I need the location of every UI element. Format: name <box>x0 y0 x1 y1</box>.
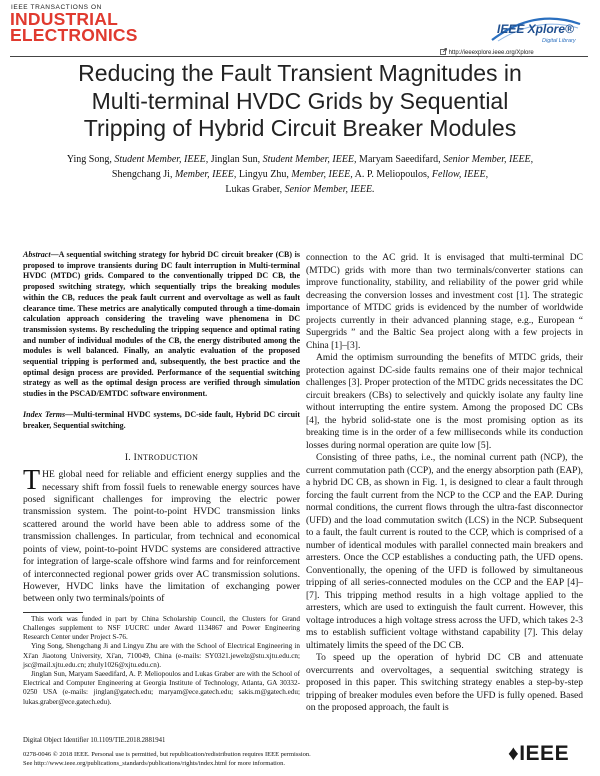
index-terms <box>23 410 300 431</box>
xplore-title: IEEE Xplore® <box>497 22 574 36</box>
author-role: Fellow, IEEE, <box>431 169 489 180</box>
journal-name-line2: ELECTRONICS <box>10 25 138 45</box>
left-column <box>23 250 300 707</box>
body-paragraph: To speed up the operation of hybrid DC CB and attenuate overcurrents and overvoltages, a sequential switching strategy is proposed in this paper. This switching strategy enables a step-by-step tripping of breaker modules even before the UFD is fully opened. Based on the proposed approach, the fault is <box>306 653 583 713</box>
paper-title <box>40 60 560 143</box>
body-paragraph: connection to the AC grid. It is envisaged that multi-terminal DC (MTDC) grids with more than two terminals/converter stations can improve functionality, stability, and reliability of the power grid while decreasing the conversion losses and investment cost [1]. The strategic importance of MTDC grids is evidenced by the number of worldwide projects currently in their advanced planning stage, e.g., European “ Supergrids ” and the Baltic Sea project along with a few projects in China [1]–[3]. <box>306 253 583 351</box>
author-role: Student Member, IEEE, <box>114 154 209 165</box>
title-line-2: Multi-terminal HVDC Grids by Sequential <box>91 87 509 114</box>
body-paragraph: Consisting of three paths, i.e., the nominal current path (NCP), the current commutation path (CCP), and the energy absorption path (EAP), a hybrid DC CB, as shown in Fig. 1, is designed to clear a fault through forcing the fault current from the NCP to the CCP and the EAP. During normal conditions, the current flows through the ultra-fast disconnector (UFD) and the load commutation switch (LCS) in the NCP. Subsequent to a fault, the fault current is routed to the CCP, which is comprised of a number of identical modules with parallel connected main breakers and arresters. Once the CCP establishes a conducting path, the UFD opens. Conventionally, the opening of the UFD is followed by simultaneous tripping of all series-connected modules on the CCP and the EAP [4]–[7]. This tripping method results in a high voltage applied to the arresters, which are used to extinguish the fault current. However, this voltage introduces a high voltage stress across the UFD, which takes 2-3 ms to establish sufficient voltage withstand capability [7]. This delay ultimately limits the speed of the DC CB. <box>306 453 583 651</box>
journal-name-line1: INDUSTRIAL <box>10 9 118 29</box>
author-role: Senior Member, IEEE. <box>284 184 375 195</box>
footnote-affiliation-1: Ying Song, Shengchang Ji and Lingyu Zhu are with the School of Electrical Engineering in Xi'an Jiaotong University, Xi'an, 710049, China (e-mails: SY0321.jewelz@stu.xjtu.edu.cn; jsc@mail.xjtu.edu.cn; zhuly1026@xjtu.edu.cn). <box>23 642 300 669</box>
author-role: Member, IEEE, <box>174 169 237 180</box>
abstract-text: —A sequential switching strategy for hybrid DC circuit breaker (CB) is proposed to improve transients during DC fault interruption in Multi-terminal HVDC (MTDC) grids. Compared to the conventionally tripped DC CB, the proposed switching strategy, which sequentially trips the breaking modules within the CB, reduces the peak fault current and overvoltage as well as fault clearance time. These metrics are analytically computed through a time-domain calculation approach considering the traveling wave phenomena in DC transmission systems. By rescheduling the tripping sequence and optimal rating and number of individual modules of the CB, the energy distributed among the modules is well balanced. Finally, an analytic evaluation of the proposed sequential tripping is performed and, subsequently, the best practice and the optimal design process are provided. Performance of the sequential switching strategy as well as the optimal design process are verified through simulation studies in the PSCAD/EMTDC software environment. <box>23 250 300 399</box>
drop-cap: T <box>23 465 41 497</box>
intro-paragraph <box>23 465 300 605</box>
section-numeral: I. <box>124 453 131 464</box>
doi: Digital Object Identifier 10.1109/TIE.2018.2881941 <box>23 737 166 744</box>
index-terms-text: —Multi-terminal HVDC systems, DC-side fault, Hybrid DC circuit breaker, Sequential switching. <box>23 409 300 430</box>
body-paragraph: Amid the optimism surrounding the benefits of MTDC grids, their protection against DC-side faults remains one of their major technical challenges [3]. Proper protection of the MTDC grids necessitates the DC circuit breakers (CBs) to selectively and quickly isolate any faulty line without interrupting the entire system. Among the proposed DC CBs [4], the hybrid solid-state one is the most promising option as its breaking time is in the order of a few milliseconds while its conduction losses during normal operation are quite low [5]. <box>306 353 583 451</box>
section-name-rest: NTRODUCTION <box>137 453 199 463</box>
author-role: Member, IEEE, <box>291 169 353 180</box>
intro-text: HE global need for reliable and efficient energy supplies and the necessary shift from fossil fuels to renewable energy sources have posed significant challenges for improving the electric power transmission system. The point-to-point HVDC transmission links scattered around the world have been able to address some of the transmission challenges. In particular, from technical and economical points of view, point-to-point HVDC systems are considered attractive for integration of large-scale offshore wind farms and for reinforcement of interconnected regional power grids over AC transmission solutions. However, HVDC links have the limitation of exchanging power between only two terminals/points of <box>23 470 300 605</box>
xplore-url-text: http://ieeexplore.ieee.org/Xplore <box>448 50 534 56</box>
footnote-affiliation-2: Jinglan Sun, Maryam Saeedifard, A. P. Meliopoulos and Lukas Graber are with the School of Electrical and Computer Engineering at Georgia Institute of Technology, Atlanta, GA 30332-0250 USA (e-mails: jinglan@gatech.edu; maryam@ece.gatech.edu; sakis.m@gatech.edu; lukas.graber@ece.gatech.edu). <box>23 669 300 706</box>
journal-prefix: IEEE TRANSACTIONS ON <box>11 4 102 11</box>
footnote-divider <box>23 612 83 613</box>
section-name-first: I <box>133 453 138 464</box>
author-name: Lukas Graber, <box>225 184 283 195</box>
footnote-funding: This work was funded in part by China Scholarship Council, the Clusters for Grand Challenges supplement to NSF I/UCRC under Award 1134867 and Power Engineering Research Center under Project S-76. <box>23 614 300 642</box>
author-name: Jinglan Sun, <box>210 154 261 165</box>
copyright-notice <box>23 751 453 768</box>
author-name: Shengchang Ji, <box>111 169 173 180</box>
author-name: A. P. Meliopoulos, <box>354 169 430 180</box>
abstract <box>23 250 300 400</box>
ieee-xplore-logo <box>488 10 584 44</box>
author-name: Ying Song, <box>66 154 112 165</box>
header-divider <box>10 56 588 57</box>
title-line-1: Reducing the Fault Transient Magnitudes in <box>78 60 522 86</box>
author-role: Senior Member, IEEE, <box>443 154 534 165</box>
author-role: Student Member, IEEE, <box>262 154 357 165</box>
copyright-line-2: See http://www.ieee.org/publications_standards/publications/rights/index.html for more information. <box>23 759 285 767</box>
xplore-url[interactable] <box>440 48 534 56</box>
xplore-subtitle: Digital Library <box>542 38 576 44</box>
journal-name <box>10 11 138 43</box>
section-heading <box>23 453 300 463</box>
ieee-logo: ♦IEEE <box>508 742 570 765</box>
title-line-3: Tripping of Hybrid Circuit Breaker Modules <box>83 115 517 141</box>
author-name: Maryam Saeedifard, <box>359 154 441 165</box>
external-link-icon <box>440 48 447 55</box>
author-list <box>50 152 550 197</box>
abstract-label: Abstract <box>23 250 51 259</box>
right-column <box>306 252 583 715</box>
copyright-line-1: 0278-0046 © 2018 IEEE. Personal use is permitted, but republication/redistribution requires IEEE permission. <box>23 751 311 758</box>
author-name: Lingyu Zhu, <box>238 169 289 180</box>
index-terms-label: Index Terms <box>23 409 66 419</box>
